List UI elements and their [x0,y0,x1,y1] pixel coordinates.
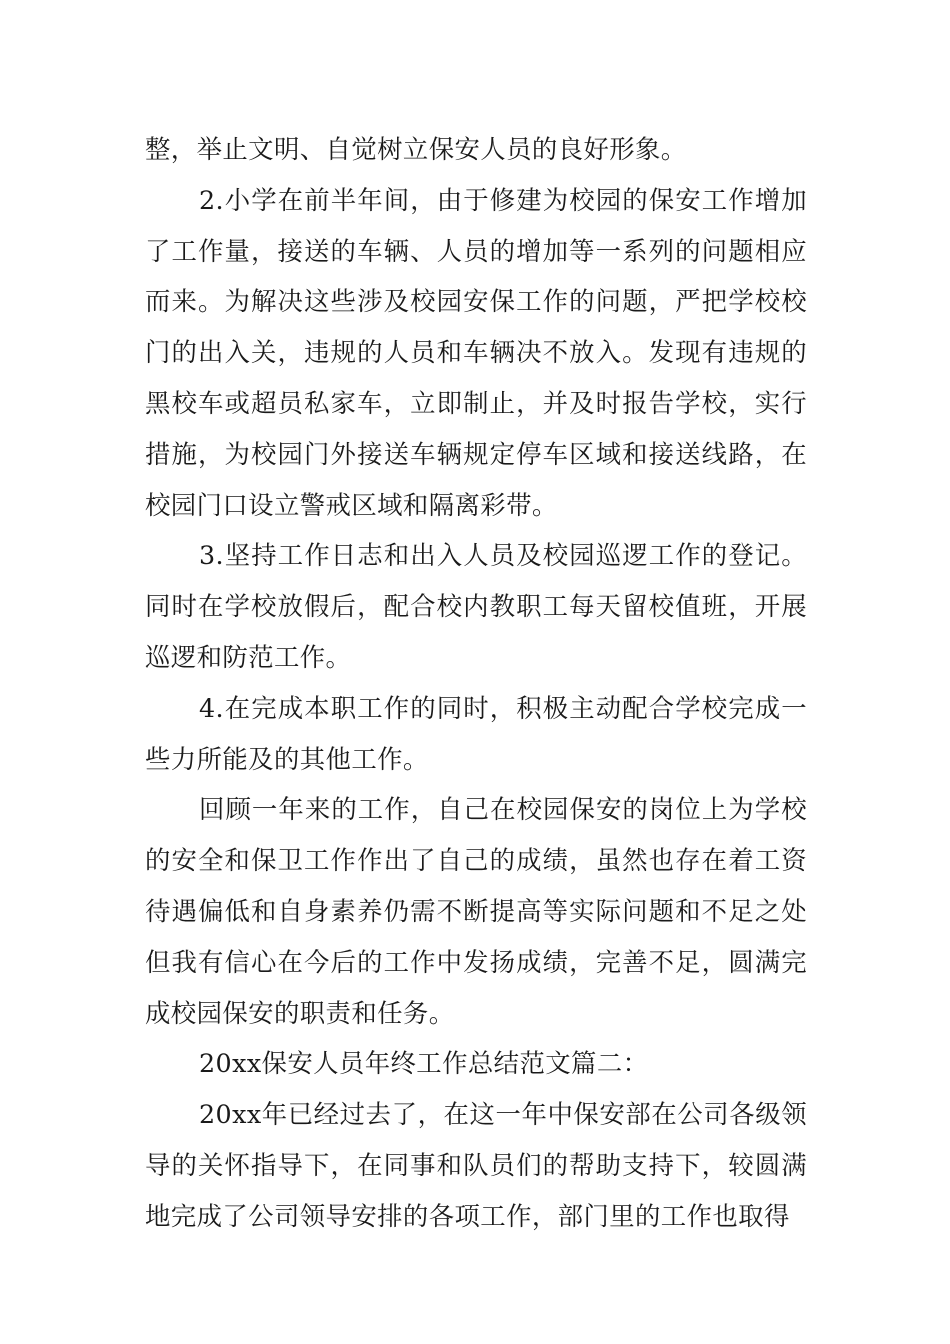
paragraph-item-2: 2.小学在前半年间，由于修建为校园的保安工作增加了工作量，接送的车辆、人员的增加等一系列的问题相应而来。为解决这些涉及校园安保工作的问题，严把学校校门的出入关，违规的人员和车辆决不放入。发现有违规的黑校车或超员私家车，立即制止，并及时报告学校，实行措施，为校园门外接送车辆规定停车区域和接送线路，在校园门口设立警戒区域和隔离彩带。 [145,184,807,520]
document-body [145,124,807,1242]
paragraph-continuation: 整，举止文明、自觉树立保安人员的良好形象。 [145,134,687,164]
paragraph-part-two-intro: 20xx年已经过去了，在这一年中保安部在公司各级领导的关怀指导下，在同事和队员们的帮助支持下，较圆满地完成了公司领导安排的各项工作，部门里的工作也取得 [145,1099,807,1231]
paragraph-review: 回顾一年来的工作，自己在校园保安的岗位上为学校的安全和保卫工作作出了自己的成绩，虽然也存在着工资待遇偏低和自身素养仍需不断提高等实际问题和不足之处但我有信心在今后的工作中发扬成绩，完善不足，圆满完成校园保安的职责和任务。 [145,794,807,1028]
paragraph-item-3: 3.坚持工作日志和出入人员及校园巡逻工作的登记。同时在学校放假后，配合校内教职工每天留校值班，开展巡逻和防范工作。 [145,540,807,672]
paragraph-item-4: 4.在完成本职工作的同时，积极主动配合学校完成一些力所能及的其他工作。 [145,692,807,774]
section-heading-part-two: 20xx保安人员年终工作总结范文篇二： [199,1048,649,1079]
